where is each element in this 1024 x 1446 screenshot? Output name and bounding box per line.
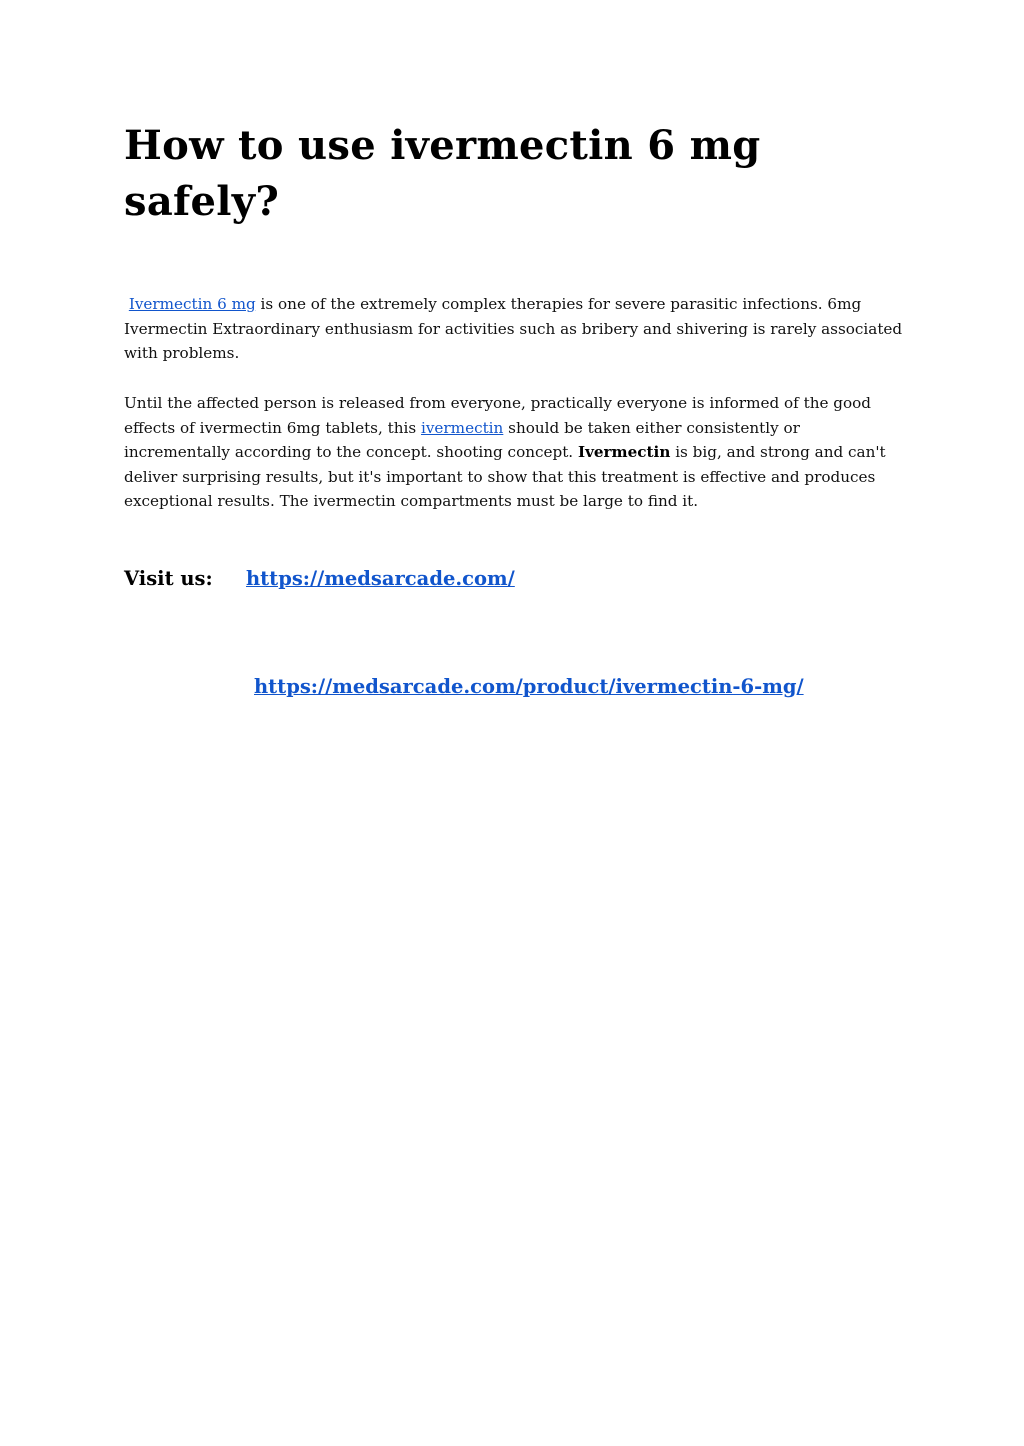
visit-us-line [124,565,515,593]
ivermectin-link[interactable]: ivermectin [421,418,504,437]
page-title: How to use ivermectin 6 mg safely? [124,122,761,225]
body-paragraph [124,391,904,514]
visit-us-label: Visit us: [124,567,213,590]
bold-ivermectin: Ivermectin [577,443,671,462]
document-page [124,118,904,698]
intro-paragraph-text: is one of the extremely complex therapies for severe parasitic infections. 6mg Ivermectin Extraordinary enthusiasm for activities such as bribery and shivering is rarely associated with problems. [124,295,903,363]
body-text-end: is big, and strong and can't deliver surprising results, but it's important to show that this treatment is effective and produces exceptional results. The ivermectin compartments must be large to find it. [124,443,886,511]
medsarcade-home-link[interactable]: https://medsarcade.com/ [246,567,515,590]
ivermectin-6mg-link[interactable]: Ivermectin 6 mg [128,295,256,313]
intro-paragraph [124,292,904,366]
product-page-link[interactable]: https://medsarcade.com/product/ivermectin-6-mg/ [254,675,804,698]
body-text-middle: should be taken either consistently or incrementally according to the concept. shooting concept. [124,418,800,462]
body-text-start: Until the affected person is released from everyone, practically everyone is informed of the good effects of ivermectin 6mg tablets, this [124,394,872,437]
